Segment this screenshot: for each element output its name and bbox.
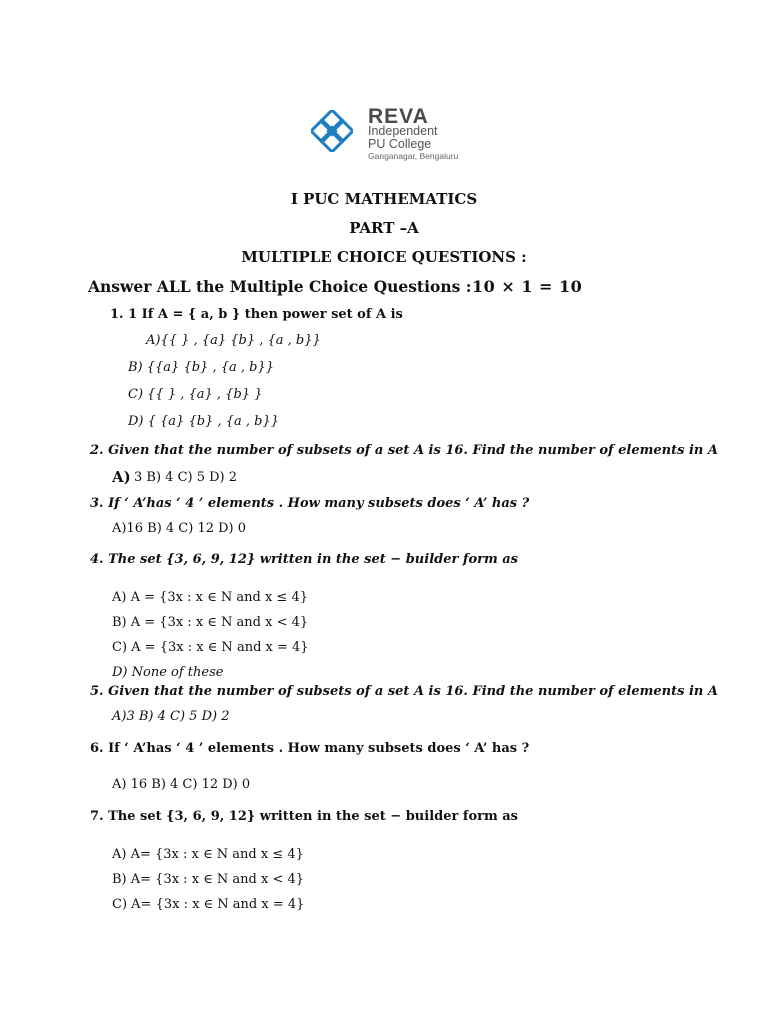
question-1: 1. 1 If A = { a, b } then power set of A is	[110, 307, 403, 322]
reva-logo-icon	[311, 110, 353, 152]
q4-option-c: C) A = {3x : x ∈ N and x = 4}	[112, 640, 309, 655]
question-6: 6. If ‘ A’has ‘ 4 ’ elements . How many subsets does ‘ A’ has ?	[90, 741, 530, 756]
logo-name: REVA	[368, 105, 429, 128]
page-title: I PUC MATHEMATICS	[290, 190, 478, 208]
q2-option-a-label: A)	[112, 468, 131, 486]
question-7: 7. The set {3, 6, 9, 12} written in the set − builder form as	[90, 809, 519, 824]
logo-line-college: PU College	[368, 137, 432, 151]
logo-location: Ganganagar, Bengaluru	[368, 151, 459, 161]
q1-option-a: A){{ } , {a} {b} , {a , b}}	[146, 333, 321, 348]
q7-option-c: C) A= {3x : x ∈ N and x = 4}	[112, 897, 305, 912]
section-heading: MULTIPLE CHOICE QUESTIONS :	[241, 248, 527, 266]
q4-option-b: B) A = {3x : x ∈ N and x < 4}	[112, 615, 309, 630]
q4-option-a: A) A = {3x : x ∈ N and x ≤ 4}	[112, 590, 308, 605]
instruction-text: Answer ALL the Multiple Choice Questions :	[88, 277, 472, 296]
q1-option-b: B) {{a} {b} , {a , b}}	[128, 360, 274, 375]
question-2: 2. Given that the number of subsets of a set A is 16. Find the number of elements in A	[90, 443, 718, 458]
q4-option-d: D) None of these	[112, 665, 224, 680]
q1-option-c: C) {{ } , {a} , {b} }	[128, 387, 263, 402]
q5-options: A)3 B) 4 C) 5 D) 2	[112, 709, 230, 724]
part-heading: PART –A	[349, 219, 419, 237]
q6-options: A) 16 B) 4 C) 12 D) 0	[112, 777, 251, 792]
logo-line-independent: Independent	[368, 124, 438, 138]
question-4: 4. The set {3, 6, 9, 12} written in the set − builder form as	[90, 552, 519, 567]
q2-options: 3 B) 4 C) 5 D) 2	[134, 470, 238, 485]
instruction-marks: 10 × 1 = 10	[472, 277, 583, 296]
q3-options: A)16 B) 4 C) 12 D) 0	[112, 521, 247, 536]
q1-option-d: D) { {a} {b} , {a , b}}	[128, 414, 279, 429]
q7-option-b: B) A= {3x : x ∈ N and x < 4}	[112, 872, 305, 887]
q7-option-a: A) A= {3x : x ∈ N and x ≤ 4}	[112, 847, 304, 862]
question-3: 3. If ‘ A’has ‘ 4 ’ elements . How many subsets does ‘ A’ has ?	[90, 496, 530, 511]
question-5: 5. Given that the number of subsets of a set A is 16. Find the number of elements in A	[90, 684, 718, 699]
